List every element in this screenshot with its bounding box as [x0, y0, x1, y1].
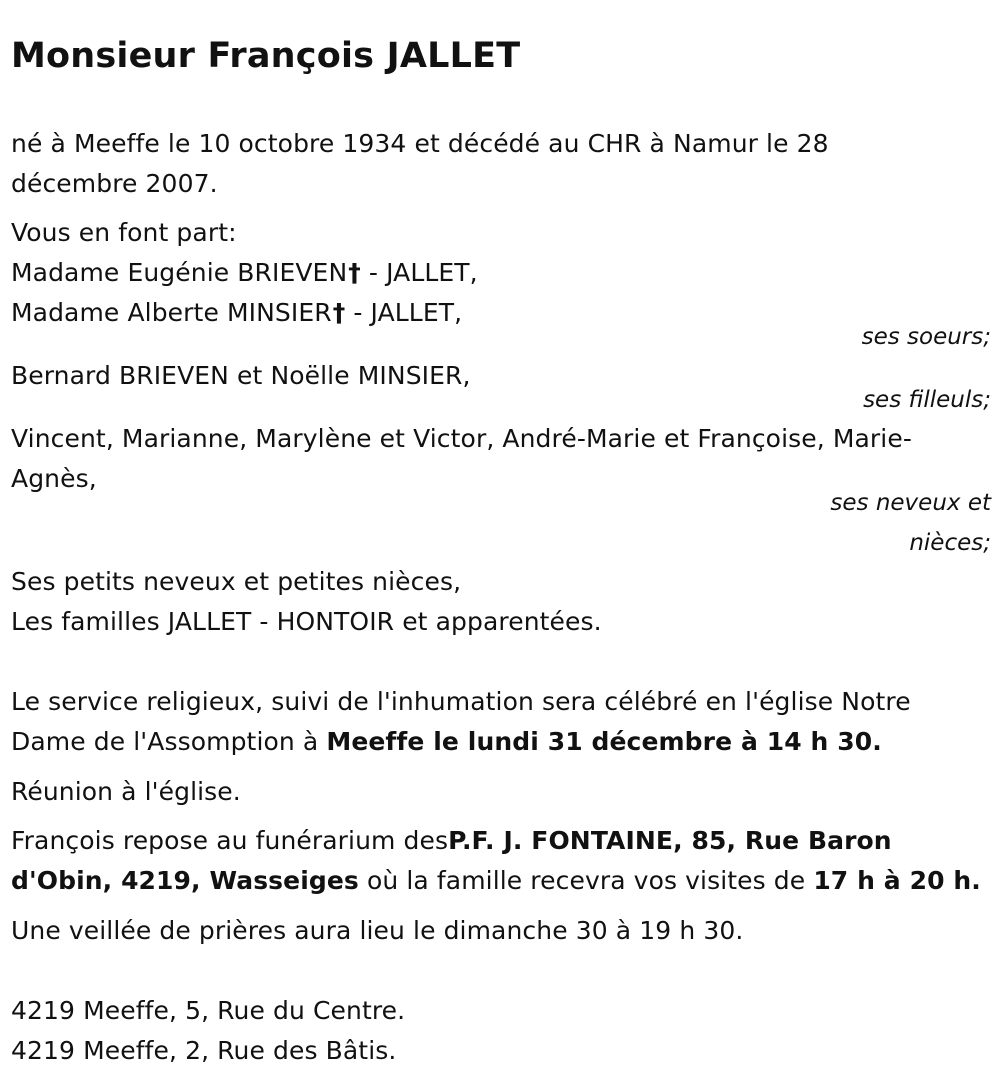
sister-1 — [11, 253, 478, 293]
sister-1-name: Madame Eugénie BRIEVEN — [11, 258, 348, 287]
funerarium-line-2 — [11, 861, 981, 901]
sister-2-name: Madame Alberte MINSIER — [11, 298, 332, 327]
visits-text: où la famille recevra vos visites de — [358, 866, 814, 895]
address-line-2: 4219 Meeffe, 2, Rue des Bâtis. — [11, 1036, 397, 1065]
others-line-1: Ses petits neveux et petites nièces, — [11, 567, 462, 596]
sister-2 — [11, 293, 462, 333]
address-line-1: 4219 Meeffe, 5, Rue du Centre. — [11, 996, 406, 1025]
cross-icon: † — [348, 258, 361, 287]
sister-2-suffix: - JALLET, — [345, 298, 463, 327]
funerarium-intro: François repose au funérarium des — [11, 826, 449, 855]
cross-icon: † — [332, 298, 346, 327]
service-date-time: Meeffe le lundi 31 décembre à 14 h 30. — [326, 727, 882, 756]
meeting-text: Réunion à l'église. — [11, 777, 241, 806]
funerarium-line-1 — [11, 821, 892, 861]
funerarium-address-end: d'Obin, 4219, Wasseiges — [11, 866, 359, 895]
visiting-hours: 17 h à 20 h. — [813, 866, 981, 895]
godchildren-names: Bernard BRIEVEN et Noëlle MINSIER, — [11, 361, 471, 390]
role-nephews-line-2: nièces; — [909, 530, 991, 556]
birth-death-line-2: décembre 2007. — [11, 169, 218, 198]
others-line-2: Les familles JALLET - HONTOIR et apparentées. — [11, 607, 602, 636]
nephews-line-1: Vincent, Marianne, Marylène et Victor, André-Marie et Françoise, Marie- — [11, 424, 912, 453]
role-godchildren: ses filleuls; — [863, 387, 991, 413]
service-location-text: Dame de l'Assomption à — [11, 727, 327, 756]
sister-1-suffix: - JALLET, — [360, 258, 478, 287]
funerarium-name-address: P.F. J. FONTAINE, 85, Rue Baron — [448, 826, 892, 855]
service-line-2 — [11, 722, 882, 762]
announcement-text: Vous en font part: — [11, 218, 237, 247]
nephews-line-2: Agnès, — [11, 464, 97, 493]
service-line-1: Le service religieux, suivi de l'inhumation sera célébré en l'église Notre — [11, 687, 911, 716]
page-title: Monsieur François JALLET — [11, 36, 521, 76]
role-nephews-line-1: ses neveux et — [830, 490, 991, 516]
vigil-text: Une veillée de prières aura lieu le dimanche 30 à 19 h 30. — [11, 916, 744, 945]
role-sisters: ses soeurs; — [861, 324, 991, 350]
birth-death-line-1: né à Meeffe le 10 octobre 1934 et décédé au CHR à Namur le 28 — [11, 129, 829, 158]
